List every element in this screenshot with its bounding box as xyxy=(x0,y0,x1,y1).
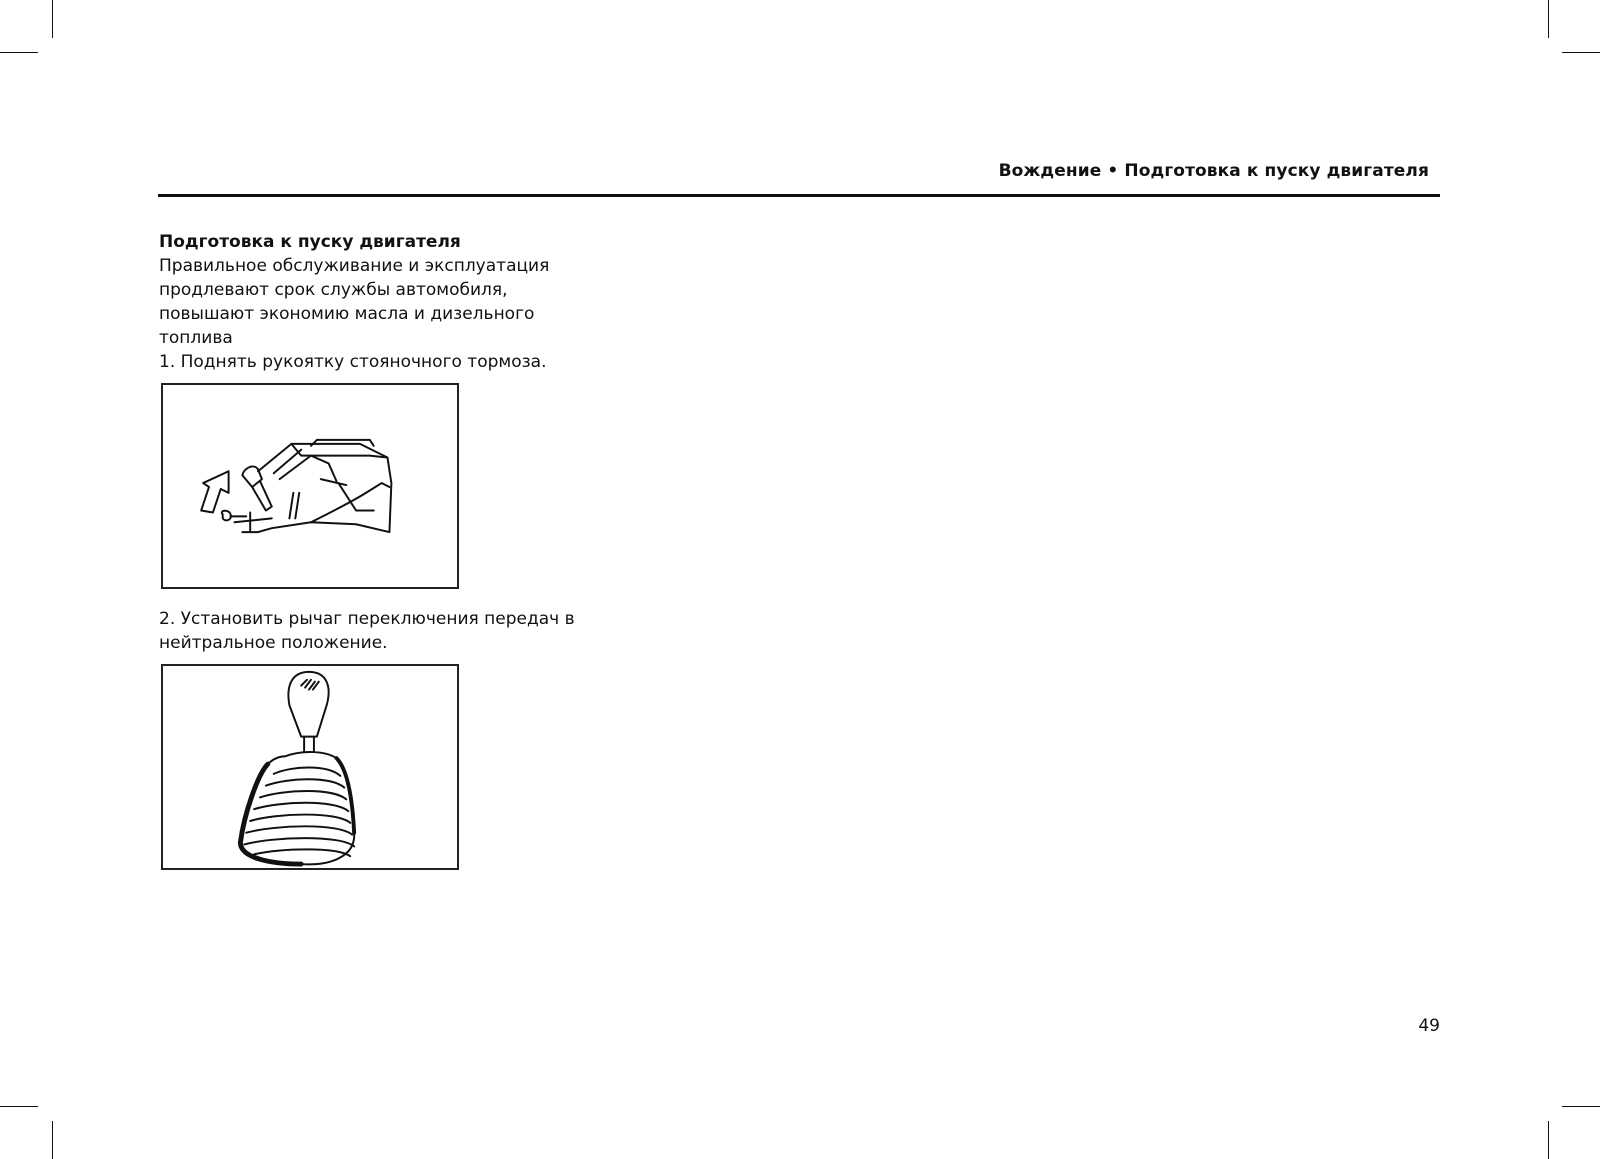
gear-shift-lever-illustration-icon xyxy=(163,666,457,868)
crop-mark xyxy=(1548,1121,1549,1159)
crop-mark xyxy=(52,1121,53,1159)
crop-mark xyxy=(0,52,38,53)
crop-mark xyxy=(1562,52,1600,53)
section-title: Подготовка к пуску двигателя xyxy=(159,232,461,252)
crop-mark xyxy=(0,1106,38,1107)
parking-brake-lever-illustration-icon xyxy=(163,385,457,587)
intro-paragraph: Правильное обслуживание и эксплуатация продлевают срок службы автомобиля, повышают экономию масла и дизельного топлива xyxy=(159,256,550,348)
crop-mark xyxy=(1562,1106,1600,1107)
content-column xyxy=(159,230,579,870)
page-number: 49 xyxy=(1418,1016,1440,1036)
figure-parking-brake xyxy=(161,383,459,589)
crop-mark xyxy=(52,0,53,38)
step-2-text: 2. Установить рычаг переключения передач в нейтральное положение. xyxy=(159,609,575,653)
step-1-text: 1. Поднять рукоятку стояночного тормоза. xyxy=(159,352,547,372)
figure-gear-shift xyxy=(161,664,459,870)
running-header: Вождение • Подготовка к пуску двигателя xyxy=(998,161,1429,181)
header-rule xyxy=(158,194,1440,197)
crop-mark xyxy=(1548,0,1549,38)
